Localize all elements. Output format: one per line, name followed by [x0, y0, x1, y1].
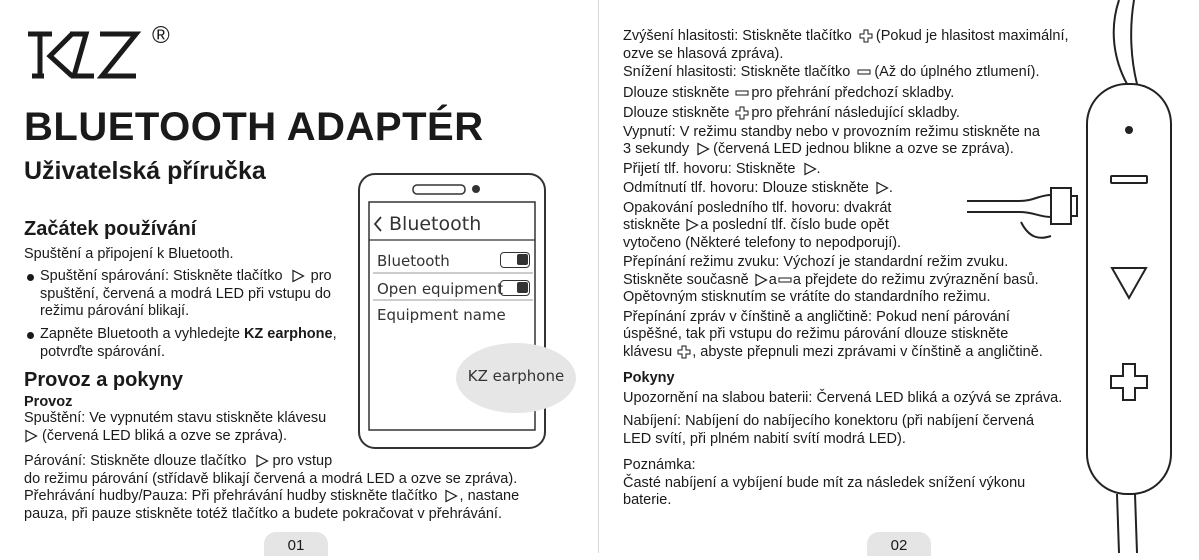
bullet-dot [27, 274, 34, 281]
minus-icon [857, 65, 871, 79]
note: Poznámka: Časté nabíjení a vybíjení bude mít za následek snížení výkonu baterie. [623, 457, 1026, 508]
play-icon [444, 489, 458, 503]
bluetooth-toggle [500, 252, 530, 268]
minus-icon [735, 86, 749, 100]
minus-icon [778, 273, 792, 287]
plus-icon [677, 345, 691, 359]
phone-row-bluetooth: Bluetooth [377, 252, 450, 270]
subheading-operation: Provoz [24, 394, 73, 410]
tips-heading: Pokyny [623, 370, 675, 386]
play-icon [255, 454, 269, 468]
plus-icon [859, 29, 873, 43]
kz-logo [22, 24, 142, 84]
operation-text: Spuštění: Ve vypnutém stavu stiskněte klávesu (červená LED bliká a ozve se zpráva). Párování: Stiskněte dlouze tlačítko pro vstup do režimu párování (střídavě blikají červená a modrá LED a ozve se zpráva). Přehrávání hudby/Pauza: Při přehrávání hudby stiskněte tlačítko , nastane pauza, při pauze stiskněte totéž tlačítko a budete pokračovat v přehrávání. [24, 410, 520, 522]
play-icon [685, 218, 699, 232]
open-equipment-toggle [500, 280, 530, 296]
page-number: 02 [867, 532, 931, 556]
page-subtitle: Uživatelská příručka [24, 157, 266, 185]
page-number: 01 [264, 532, 328, 556]
section-heading-start: Začátek používání [24, 218, 197, 240]
play-icon [291, 269, 305, 283]
play-icon [803, 162, 817, 176]
page-right [599, 0, 1199, 553]
bullet-pairing: Spuštění spárování: Stiskněte tlačítko pro spuštění, červená a modrá LED při vstupu do režimu párování blikají. [40, 268, 332, 319]
phone-row-open-equipment: Open equipment [377, 280, 504, 298]
tip-charging: Nabíjení: Nabíjení do nabíjecího konektoru (při nabíjení červená LED svítí, při plném nabití svítí modrá LED). [623, 413, 1035, 447]
remote-control-illustration [959, 0, 1199, 553]
play-icon [875, 181, 889, 195]
registered-mark: ® [152, 22, 170, 49]
kz-earphone-bubble: KZ earphone [456, 343, 576, 413]
intro-text: Spuštění a připojení k Bluetooth. [24, 246, 234, 262]
phone-row-equipment-name: Equipment name [377, 306, 506, 324]
play-icon [24, 429, 38, 443]
phone-header-title: Bluetooth [389, 213, 482, 235]
section-heading-operation: Provoz a pokyny [24, 369, 183, 391]
tip-low-battery: Upozornění na slabou baterii: Červená LED bliká a ozývá se zpráva. [623, 390, 1063, 406]
page-title: BLUETOOTH ADAPTÉR [24, 105, 484, 149]
play-icon [696, 142, 710, 156]
controls-text: Zvýšení hlasitosti: Stiskněte tlačítko (Pokud je hlasitost maximální, ozve se hlasová zpráva). Snížení hlasitosti: Stiskněte tlačítko (Až do úplného ztlumení). Dlouze stiskněte pro přehrání předchozí skladby. Dlouze stiskněte pro přehrání následující skladby. Vypnutí: V režimu standby nebo v provozním režimu stiskněte na 3 sekundy (červená LED jednou blikne a ozve se zpráva). Přijetí tlf. hovoru: Stiskněte . Odmítnutí tlf. hovoru: Dlouze stiskněte . Opakování posledního tlf. hovoru: dvakrát stiskněte a poslední tlf. číslo bude opět vytočeno (Některé telefony to nepodporují). Přepínání režimu zvuku: Výchozí je standardní režim zvuku. Stiskněte současně a a přejdete do režimu zvýraznění basů. Opětovným stisknutím se vrátíte do standardního režimu. Přepínání zpráv v čínštině a angličtině: Pokud není párování úspěšné, tak při vstupu do režimu párování dlouze stiskněte klávesu , abyste přepnuli mezi zprávami v čínštině a angličtině. [623, 28, 1069, 360]
bullet-enable-bt: Zapněte Bluetooth a vyhledejte KZ earphone, potvrďte spárování. [40, 326, 337, 360]
bullet-dot [27, 332, 34, 339]
page-left [0, 0, 598, 553]
play-icon [754, 273, 768, 287]
plus-icon [735, 106, 749, 120]
